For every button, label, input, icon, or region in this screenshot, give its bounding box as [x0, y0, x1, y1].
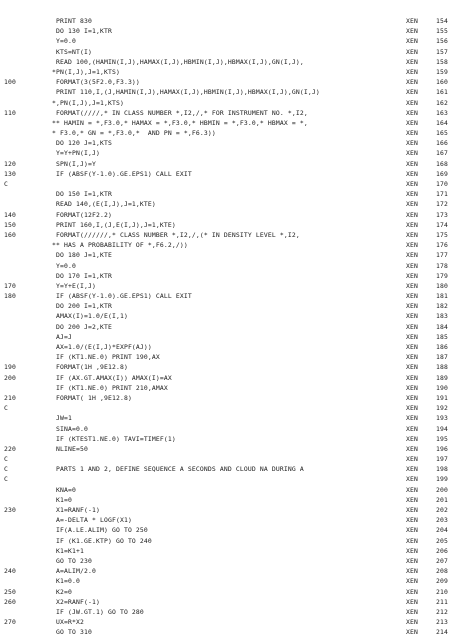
- deck-tag: XEN: [406, 159, 418, 168]
- code-line: [4, 362, 470, 372]
- deck-tag: XEN: [406, 383, 418, 392]
- deck-tag: XEN: [406, 495, 418, 504]
- code-line: [4, 16, 470, 26]
- code-text: IF (AX.GT.AMAX(I)) AMAX(I)=AX: [32, 373, 172, 382]
- code-text: FORMAT( 1H ,9E12.8): [32, 393, 132, 402]
- code-line: [4, 434, 470, 444]
- code-text: PRINT 160,I,(J,E(I,J),J=1,KTE): [32, 220, 176, 229]
- deck-tag: XEN: [406, 139, 418, 148]
- sequence-number: 190: [436, 383, 448, 392]
- sequence-number: 155: [436, 27, 448, 36]
- sequence-number: 158: [436, 57, 448, 66]
- code-line: [4, 159, 470, 169]
- code-text: *,PN(I,J),J=1,KTS): [32, 98, 124, 107]
- code-line: [4, 424, 470, 434]
- deck-tag: XEN: [406, 190, 418, 199]
- sequence-number: 202: [436, 506, 448, 514]
- sequence-number: 210: [436, 587, 448, 596]
- code-line: [4, 607, 470, 617]
- code-line: [4, 199, 470, 209]
- code-line: [4, 47, 470, 57]
- statement-label: 140: [4, 210, 16, 219]
- code-text: DO 120 J=1,KTS: [32, 139, 112, 148]
- code-line: [4, 627, 470, 637]
- deck-tag: XEN: [406, 332, 418, 341]
- sequence-number: 212: [436, 607, 448, 616]
- sequence-number: 180: [436, 281, 448, 290]
- sequence-number: 204: [436, 526, 448, 535]
- code-text: ** HAS A PROBABILITY OF *,F6.2,/)): [32, 241, 188, 250]
- sequence-number: 198: [436, 465, 448, 474]
- statement-label: 180: [4, 292, 16, 301]
- sequence-number: 208: [436, 567, 448, 576]
- deck-tag: XEN: [406, 47, 418, 56]
- deck-tag: XEN: [406, 404, 418, 413]
- code-line: [4, 474, 470, 484]
- deck-tag: XEN: [406, 180, 418, 188]
- deck-tag: XEN: [406, 393, 418, 402]
- sequence-number: 172: [436, 200, 448, 209]
- code-line: [4, 403, 470, 413]
- sequence-number: 207: [436, 556, 448, 565]
- deck-tag: XEN: [406, 312, 418, 321]
- code-line: [4, 250, 470, 260]
- statement-label: 170: [4, 281, 16, 290]
- code-line: [4, 67, 470, 77]
- deck-tag: XEN: [406, 37, 418, 46]
- deck-tag: XEN: [406, 373, 418, 382]
- deck-tag: XEN: [406, 556, 418, 565]
- deck-tag: XEN: [406, 27, 418, 36]
- deck-tag: XEN: [406, 577, 418, 586]
- code-text: JW=1: [32, 414, 72, 423]
- code-text: *PN(I,J),J=1,KTS): [32, 67, 120, 76]
- code-line: [4, 413, 470, 423]
- deck-tag: XEN: [406, 322, 418, 331]
- sequence-number: 160: [436, 78, 448, 87]
- statement-label: 110: [4, 108, 16, 117]
- sequence-number: 187: [436, 353, 448, 362]
- sequence-number: 184: [436, 322, 448, 331]
- code-line: [4, 57, 470, 67]
- code-text: Y=Y+E(I,J): [32, 281, 96, 290]
- code-line: [4, 485, 470, 495]
- deck-tag: XEN: [406, 414, 418, 423]
- sequence-number: 209: [436, 577, 448, 586]
- deck-tag: XEN: [406, 292, 418, 301]
- code-text: K1=K1+1: [32, 546, 84, 555]
- code-line: [4, 118, 470, 128]
- code-line: [4, 556, 470, 566]
- code-line: [4, 464, 470, 474]
- code-line: [4, 393, 470, 403]
- deck-tag: XEN: [406, 363, 418, 372]
- code-text: * F3.0,* GN = *,F3.0,* AND PN = *,F6.3)): [32, 129, 216, 138]
- code-line: [4, 261, 470, 271]
- code-text: GO TO 310: [32, 628, 92, 637]
- deck-tag: XEN: [406, 506, 418, 514]
- code-line: [4, 189, 470, 199]
- sequence-number: 182: [436, 302, 448, 311]
- code-text: AMAX(I)=1.0/E(I,1): [32, 312, 128, 321]
- code-line: [4, 87, 470, 97]
- statement-label: C: [4, 180, 8, 188]
- statement-label: 260: [4, 597, 16, 606]
- sequence-number: 211: [436, 597, 448, 606]
- code-text: Y=0.0: [32, 37, 76, 46]
- statement-label: 250: [4, 587, 16, 596]
- sequence-number: 175: [436, 230, 448, 239]
- code-line: [4, 210, 470, 220]
- deck-tag: XEN: [406, 200, 418, 209]
- code-line: [4, 383, 470, 393]
- sequence-number: 178: [436, 261, 448, 270]
- deck-tag: XEN: [406, 261, 418, 270]
- sequence-number: 165: [436, 129, 448, 138]
- code-text: DO 150 I=1,KTR: [32, 190, 112, 199]
- code-line: [4, 26, 470, 36]
- sequence-number: 196: [436, 444, 448, 453]
- sequence-number: 213: [436, 618, 448, 627]
- code-text: IF (JW.GT.1) GO TO 280: [32, 607, 144, 616]
- deck-tag: XEN: [406, 516, 418, 525]
- code-line: [4, 138, 470, 148]
- sequence-number: 176: [436, 241, 448, 250]
- code-line: [4, 179, 470, 189]
- code-text: IF (KTEST1.NE.0) TAVI=TIMEF(1): [32, 434, 176, 443]
- statement-label: 210: [4, 393, 16, 402]
- code-line: [4, 291, 470, 301]
- sequence-number: 157: [436, 47, 448, 56]
- deck-tag: XEN: [406, 17, 418, 25]
- deck-tag: XEN: [406, 587, 418, 596]
- sequence-number: 191: [436, 393, 448, 402]
- code-line: [4, 352, 470, 362]
- statement-label: 220: [4, 444, 16, 453]
- code-line: [4, 169, 470, 179]
- deck-tag: XEN: [406, 485, 418, 494]
- deck-tag: XEN: [406, 343, 418, 351]
- sequence-number: 203: [436, 516, 448, 525]
- code-line: [4, 597, 470, 607]
- deck-tag: XEN: [406, 241, 418, 250]
- deck-tag: XEN: [406, 546, 418, 555]
- code-text: ** HAMIN = *,F3.0,* HAMAX = *,F3.0,* HBMIN = *,F3.0,* HBMAX = *,: [32, 118, 308, 127]
- code-line: [4, 98, 470, 108]
- code-line: [4, 311, 470, 321]
- deck-tag: XEN: [406, 251, 418, 260]
- deck-tag: XEN: [406, 67, 418, 76]
- code-line: [4, 454, 470, 464]
- code-text: GO TO 230: [32, 556, 92, 565]
- statement-label: 190: [4, 363, 16, 372]
- sequence-number: 169: [436, 169, 448, 178]
- code-line: [4, 576, 470, 586]
- sequence-number: 163: [436, 108, 448, 117]
- deck-tag: XEN: [406, 455, 418, 464]
- sequence-number: 179: [436, 271, 448, 280]
- deck-tag: XEN: [406, 434, 418, 443]
- deck-tag: XEN: [406, 129, 418, 138]
- code-text: IF (ABSF(Y-1.0).GE.EPS1) CALL EXIT: [32, 292, 192, 301]
- code-text: KTS=NT(I): [32, 47, 92, 56]
- code-text: READ 100,(HAMIN(I,J),HAMAX(I,J),HBMIN(I,J),HBMAX(I,J),GN(I,J),: [32, 57, 304, 66]
- sequence-number: 189: [436, 373, 448, 382]
- code-text: IF (ABSF(Y-1.0).GE.EPS1) CALL EXIT: [32, 169, 192, 178]
- code-text: A=ALIM/2.0: [32, 567, 96, 576]
- statement-label: C: [4, 455, 8, 464]
- code-text: DO 200 I=1,KTR: [32, 302, 112, 311]
- code-line: [4, 332, 470, 342]
- deck-tag: XEN: [406, 149, 418, 158]
- code-line: [4, 525, 470, 535]
- code-text: FORMAT(1H ,9E12.8): [32, 363, 128, 372]
- code-line: [4, 108, 470, 118]
- statement-label: 240: [4, 567, 16, 576]
- deck-tag: XEN: [406, 281, 418, 290]
- sequence-number: 161: [436, 88, 448, 97]
- sequence-number: 159: [436, 67, 448, 76]
- statement-label: 270: [4, 618, 16, 627]
- code-line: [4, 373, 470, 383]
- sequence-number: 200: [436, 485, 448, 494]
- sequence-number: 192: [436, 404, 448, 413]
- deck-tag: XEN: [406, 567, 418, 576]
- code-line: [4, 77, 470, 87]
- sequence-number: 171: [436, 190, 448, 199]
- deck-tag: XEN: [406, 78, 418, 87]
- sequence-number: 199: [436, 475, 448, 484]
- statement-label: C: [4, 404, 8, 413]
- deck-tag: XEN: [406, 353, 418, 362]
- code-text: IF (KT1.NE.0) PRINT 190,AX: [32, 353, 160, 362]
- code-text: DO 170 I=1,KTR: [32, 271, 112, 280]
- code-line: [4, 495, 470, 505]
- sequence-number: 170: [436, 180, 448, 188]
- code-text: SINA=0.0: [32, 424, 88, 433]
- code-line: [4, 536, 470, 546]
- code-text: K1=0: [32, 495, 72, 504]
- sequence-number: 214: [436, 628, 448, 637]
- sequence-number: 201: [436, 495, 448, 504]
- sequence-number: 168: [436, 159, 448, 168]
- code-text: Y=0.0: [32, 261, 76, 270]
- code-text: PRINT 830: [32, 17, 92, 25]
- code-text: IF(A.LE.ALIM) GO TO 250: [32, 526, 148, 535]
- deck-tag: XEN: [406, 465, 418, 474]
- code-text: SPN(I,J)=Y: [32, 159, 96, 168]
- deck-tag: XEN: [406, 526, 418, 535]
- deck-tag: XEN: [406, 597, 418, 606]
- code-line: [4, 566, 470, 576]
- deck-tag: XEN: [406, 169, 418, 178]
- code-text: DO 180 J=1,KTE: [32, 251, 112, 260]
- code-text: FORMAT(12F2.2): [32, 210, 112, 219]
- statement-label: 150: [4, 220, 16, 229]
- code-text: IF (KT1.NE.0) PRINT 210,AMAX: [32, 383, 168, 392]
- code-line: [4, 148, 470, 158]
- sequence-number: 188: [436, 363, 448, 372]
- sequence-number: 162: [436, 98, 448, 107]
- statement-label: C: [4, 465, 8, 474]
- code-line: [4, 515, 470, 525]
- statement-label: 120: [4, 159, 16, 168]
- code-text: FORMAT(////,* IN CLASS NUMBER *,I2,/,* FOR INSTRUMENT NO. *,I2,: [32, 108, 308, 117]
- sequence-number: 154: [436, 17, 448, 25]
- code-text: Y=Y+PN(I,J): [32, 149, 100, 158]
- deck-tag: XEN: [406, 536, 418, 545]
- code-line: [4, 342, 470, 352]
- code-line: [4, 617, 470, 627]
- code-text: K1=0.0: [32, 577, 80, 586]
- code-line: [4, 220, 470, 230]
- code-line: [4, 444, 470, 454]
- code-text: FORMAT(//////,* CLASS NUMBER *,I2,/,(* IN DENSITY LEVEL *,I2,: [32, 230, 300, 239]
- code-line: [4, 587, 470, 597]
- code-text: AJ=J: [32, 332, 72, 341]
- deck-tag: XEN: [406, 618, 418, 627]
- deck-tag: XEN: [406, 220, 418, 229]
- code-line: [4, 230, 470, 240]
- statement-label: 130: [4, 169, 16, 178]
- code-text: UX=R*X2: [32, 618, 84, 627]
- code-text: X1=RANF(-1): [32, 506, 100, 514]
- deck-tag: XEN: [406, 88, 418, 97]
- sequence-number: 183: [436, 312, 448, 321]
- code-text: AX=1.0/(E(I,J)*EXPF(AJ)): [32, 343, 152, 351]
- sequence-number: 197: [436, 455, 448, 464]
- deck-tag: XEN: [406, 271, 418, 280]
- code-text: READ 140,(E(I,J),J=1,KTE): [32, 200, 156, 209]
- code-text: DO 130 I=1,KTR: [32, 27, 112, 36]
- deck-tag: XEN: [406, 108, 418, 117]
- deck-tag: XEN: [406, 98, 418, 107]
- sequence-number: 206: [436, 546, 448, 555]
- sequence-number: 194: [436, 424, 448, 433]
- sequence-number: 205: [436, 536, 448, 545]
- deck-tag: XEN: [406, 607, 418, 616]
- code-line: [4, 301, 470, 311]
- code-text: FORMAT(3(5F2.0,F3.3)): [32, 78, 140, 87]
- sequence-number: 193: [436, 414, 448, 423]
- sequence-number: 174: [436, 220, 448, 229]
- statement-label: 230: [4, 506, 16, 514]
- sequence-number: 177: [436, 251, 448, 260]
- statement-label: 160: [4, 230, 16, 239]
- code-line: [4, 322, 470, 332]
- sequence-number: 186: [436, 343, 448, 351]
- code-line: [4, 240, 470, 250]
- deck-tag: XEN: [406, 57, 418, 66]
- code-line: [4, 128, 470, 138]
- code-text: IF (K1.GE.KTP) GO TO 240: [32, 536, 152, 545]
- sequence-number: 195: [436, 434, 448, 443]
- sequence-number: 185: [436, 332, 448, 341]
- code-text: KNA=0: [32, 485, 76, 494]
- code-text: K2=0: [32, 587, 72, 596]
- code-text: PARTS 1 AND 2, DEFINE SEQUENCE A SECONDS AND CLOUD NA DURING A: [32, 465, 304, 474]
- statement-label: 200: [4, 373, 16, 382]
- code-listing: [4, 16, 470, 637]
- code-line: [4, 281, 470, 291]
- code-line: [4, 505, 470, 515]
- sequence-number: 164: [436, 118, 448, 127]
- deck-tag: XEN: [406, 210, 418, 219]
- code-text: X2=RANF(-1): [32, 597, 100, 606]
- deck-tag: XEN: [406, 424, 418, 433]
- deck-tag: XEN: [406, 444, 418, 453]
- sequence-number: 156: [436, 37, 448, 46]
- code-text: A=-DELTA * LOGF(X1): [32, 516, 132, 525]
- code-line: [4, 36, 470, 46]
- code-line: [4, 546, 470, 556]
- code-text: PRINT 110,I,(J,HAMIN(I,J),HAMAX(I,J),HBMIN(I,J),HBMAX(I,J),GN(I,J): [32, 88, 320, 97]
- deck-tag: XEN: [406, 628, 418, 637]
- statement-label: 100: [4, 78, 16, 87]
- sequence-number: 173: [436, 210, 448, 219]
- sequence-number: 166: [436, 139, 448, 148]
- code-text: DO 200 J=2,KTE: [32, 322, 112, 331]
- deck-tag: XEN: [406, 475, 418, 484]
- code-text: NLINE=50: [32, 444, 88, 453]
- sequence-number: 167: [436, 149, 448, 158]
- sequence-number: 181: [436, 292, 448, 301]
- deck-tag: XEN: [406, 230, 418, 239]
- deck-tag: XEN: [406, 118, 418, 127]
- statement-label: C: [4, 475, 8, 484]
- deck-tag: XEN: [406, 302, 418, 311]
- code-line: [4, 271, 470, 281]
